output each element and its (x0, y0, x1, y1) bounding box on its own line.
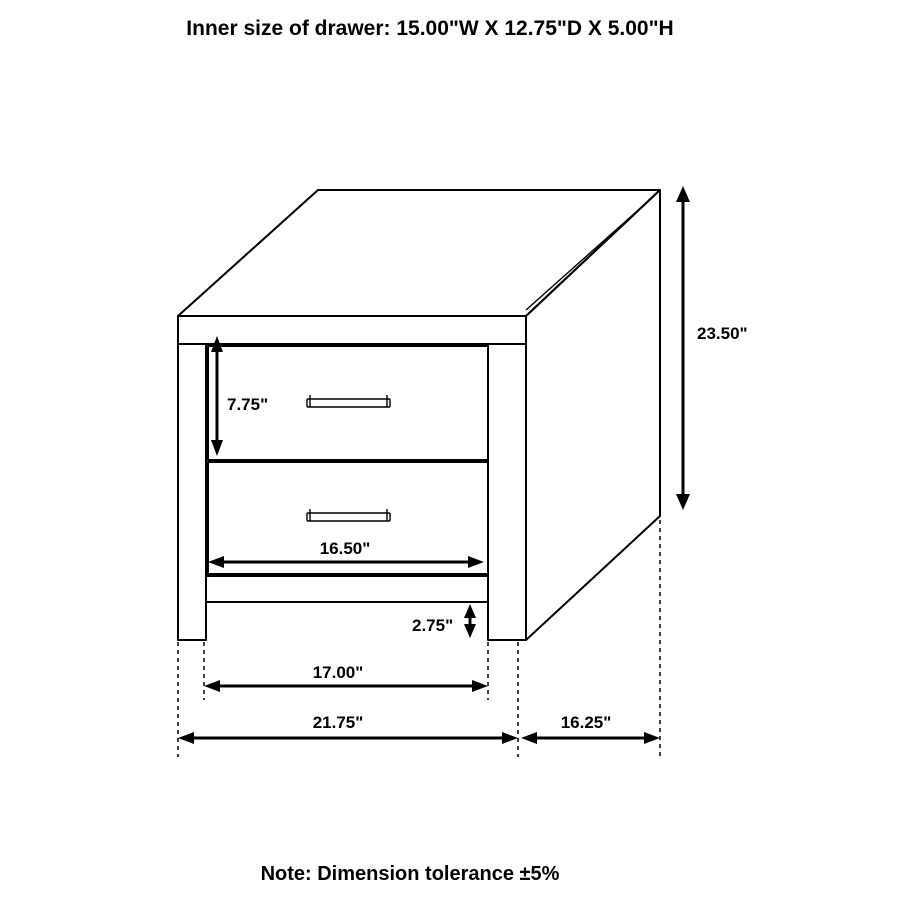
height-dimension-label: 23.50" (697, 324, 748, 343)
leg-clearance-arrow (464, 604, 476, 638)
upper-drawer-pull (307, 395, 390, 407)
side-panel-edge (526, 196, 654, 310)
front-top-rail (178, 316, 526, 344)
leg-clearance-label: 2.75" (412, 616, 454, 635)
height-arrow (676, 186, 690, 510)
depth-arrow (521, 732, 660, 744)
right-leg (488, 344, 526, 640)
nightstand-drawing (178, 190, 660, 640)
overall-width-arrow (178, 732, 518, 744)
left-leg (178, 344, 206, 640)
side-panel (526, 190, 660, 640)
top-surface (178, 190, 660, 316)
drawer-height-arrow (211, 336, 223, 456)
drawer-height-label: 7.75" (227, 395, 269, 414)
overall-width-label: 21.75" (312, 713, 364, 732)
drawer-width-label: 16.50" (319, 539, 371, 558)
tolerance-note: Note: Dimension tolerance ±5% (260, 863, 560, 885)
lower-drawer-pull (307, 509, 390, 521)
inner-drawer-size-heading: Inner size of drawer: 15.00"W X 12.75"D X 5.00"H (186, 17, 674, 40)
inner-width-label: 17.00" (312, 663, 364, 682)
bottom-rail (206, 576, 488, 602)
depth-label: 16.25" (560, 713, 612, 732)
